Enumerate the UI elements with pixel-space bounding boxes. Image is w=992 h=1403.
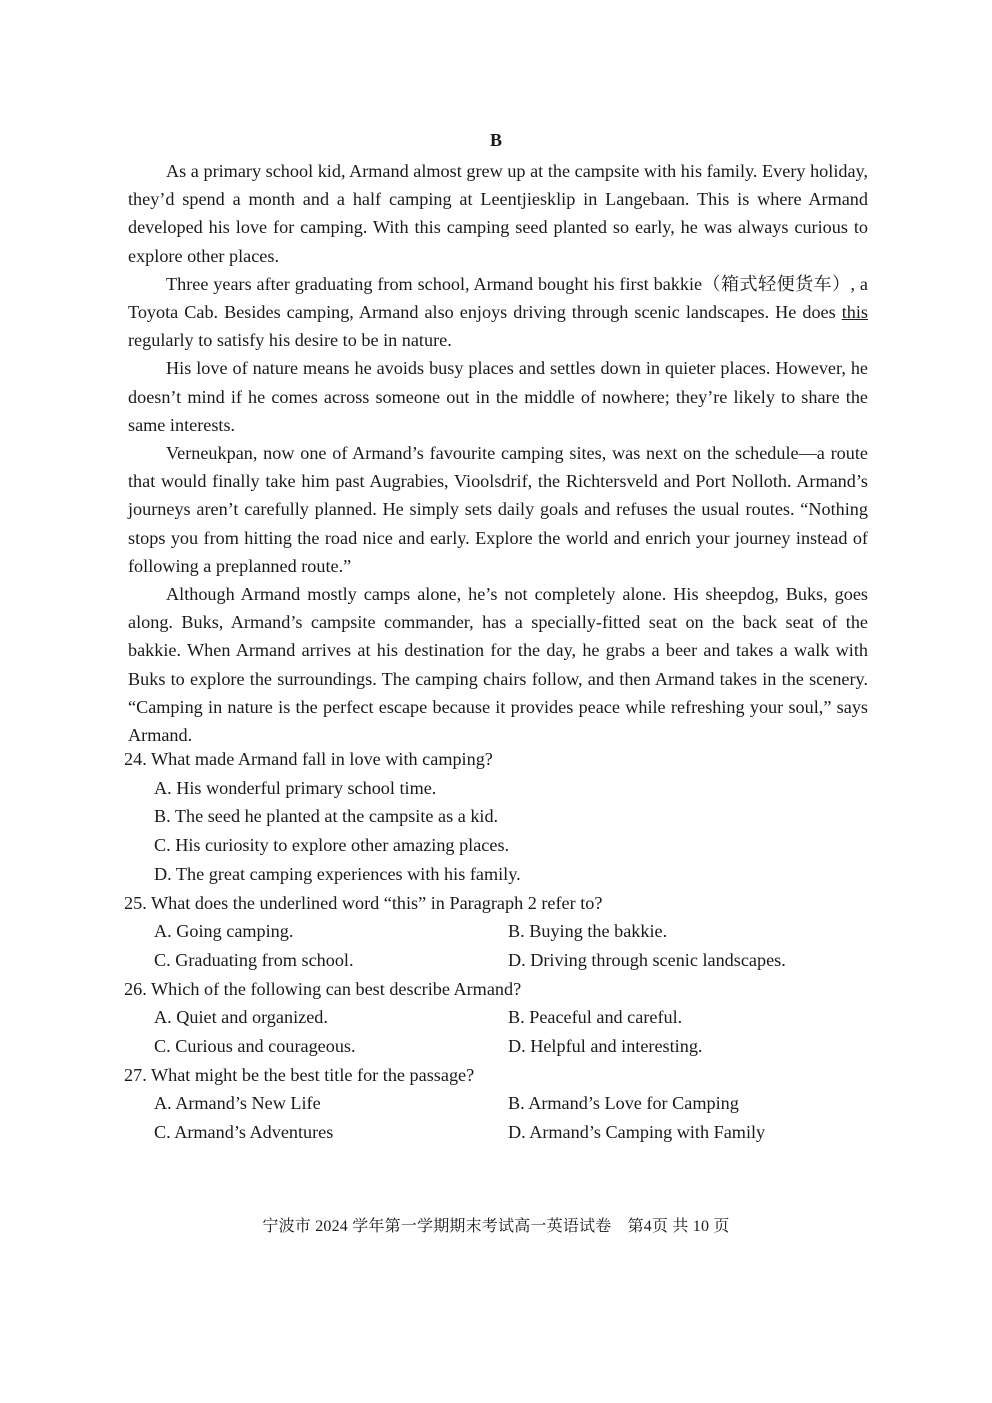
- options-row: [124, 1003, 884, 1032]
- options-grid: [124, 1089, 884, 1146]
- paragraph-3: His love of nature means he avoids busy places and settles down in quieter places. However, he doesn’t mind if he comes across someone out in the middle of nowhere; they’re likely to share the same interests.: [128, 358, 868, 435]
- paragraph-2: [128, 270, 868, 355]
- question-24: [124, 745, 884, 889]
- paragraph-4: Verneukpan, now one of Armand’s favourite camping sites, was next on the schedule—a route that would finally take him past Augrabies, Vioolsdrif, the Richtersveld and Port Nolloth. Armand’s journeys aren’t carefully planned. He simply sets daily goals and refuses the usual routes. “Nothing stops you from hitting the road nice and early. Explore the world and enrich your journey instead of following a preplanned route.”: [128, 443, 868, 576]
- option-d: D. Driving through scenic landscapes.: [508, 949, 786, 970]
- option-c: C. Graduating from school.: [154, 949, 354, 970]
- option-d: D. Armand’s Camping with Family: [508, 1122, 766, 1143]
- options-grid: [124, 1003, 884, 1060]
- option-b: B. Armand’s Love for Camping: [508, 1093, 739, 1114]
- options-row: [124, 1032, 884, 1061]
- question-25: [124, 889, 884, 975]
- option-a: A. Quiet and organized.: [154, 1007, 328, 1028]
- options-row: [124, 1118, 884, 1147]
- paragraph-2-text-before: Three years after graduating from school, Armand bought his first bakkie（箱式轻便货车）, a Toyota Cab. Besides camping, Armand also enjoys driving through scenic landscapes. He does: [128, 273, 868, 323]
- questions-section: [124, 745, 884, 1147]
- section-title: B: [489, 130, 502, 150]
- option-c: C. Armand’s Adventures: [154, 1122, 334, 1143]
- option-c: C. His curiosity to explore other amazing places.: [154, 835, 510, 856]
- question-stem: 25. What does the underlined word “this” in Paragraph 2 refer to?: [124, 892, 603, 913]
- options-grid: [124, 917, 884, 974]
- page-footer: 宁波市 2024 学年第一学期期末考试高一英语试卷 第4页 共 10 页: [262, 1218, 730, 1235]
- option-a: A. Going camping.: [154, 921, 294, 942]
- question-26: [124, 975, 884, 1061]
- question-stem: 26. Which of the following can best describe Armand?: [124, 978, 522, 999]
- paragraph-1: As a primary school kid, Armand almost grew up at the campsite with his family. Every holiday, they’d spend a month and a half camping at Leentjiesklip in Langebaan. This is where Armand developed his love for camping. With this camping seed planted so early, he was always curious to explore other places.: [128, 161, 868, 266]
- option-a: A. Armand’s New Life: [154, 1093, 321, 1114]
- question-stem: 24. What made Armand fall in love with camping?: [124, 749, 493, 769]
- option-b: B. Peaceful and careful.: [508, 1007, 683, 1028]
- option-d: D. The great camping experiences with his family.: [154, 863, 521, 884]
- question-stem: 27. What might be the best title for the passage?: [124, 1064, 475, 1085]
- paragraph-5: Although Armand mostly camps alone, he’s not completely alone. His sheepdog, Buks, goes along. Buks, Armand’s campsite commander, has a specially-fitted seat on the back seat of the bakkie. When Armand arrives at his destination for the day, he grabs a beer and takes a walk with Buks to explore the surroundings. The camping chairs follow, and then Armand takes in the scenery. “Camping in nature is the perfect escape because it provides peace while refreshing your soul,” says Armand.: [128, 584, 868, 746]
- options-row: [124, 1089, 884, 1118]
- option-b: B. The seed he planted at the campsite as a kid.: [154, 806, 499, 827]
- reading-passage: [128, 157, 868, 749]
- paragraph-2-text-after: regularly to satisfy his desire to be in nature.: [128, 330, 452, 351]
- underlined-word: this: [841, 302, 868, 323]
- options-row: [124, 917, 884, 946]
- option-a: A. His wonderful primary school time.: [154, 777, 437, 798]
- question-27: [124, 1061, 884, 1147]
- options-row: [124, 946, 884, 975]
- options-list: [124, 774, 884, 889]
- option-d: D. Helpful and interesting.: [508, 1036, 703, 1057]
- option-c: C. Curious and courageous.: [154, 1036, 356, 1057]
- option-b: B. Buying the bakkie.: [508, 921, 668, 942]
